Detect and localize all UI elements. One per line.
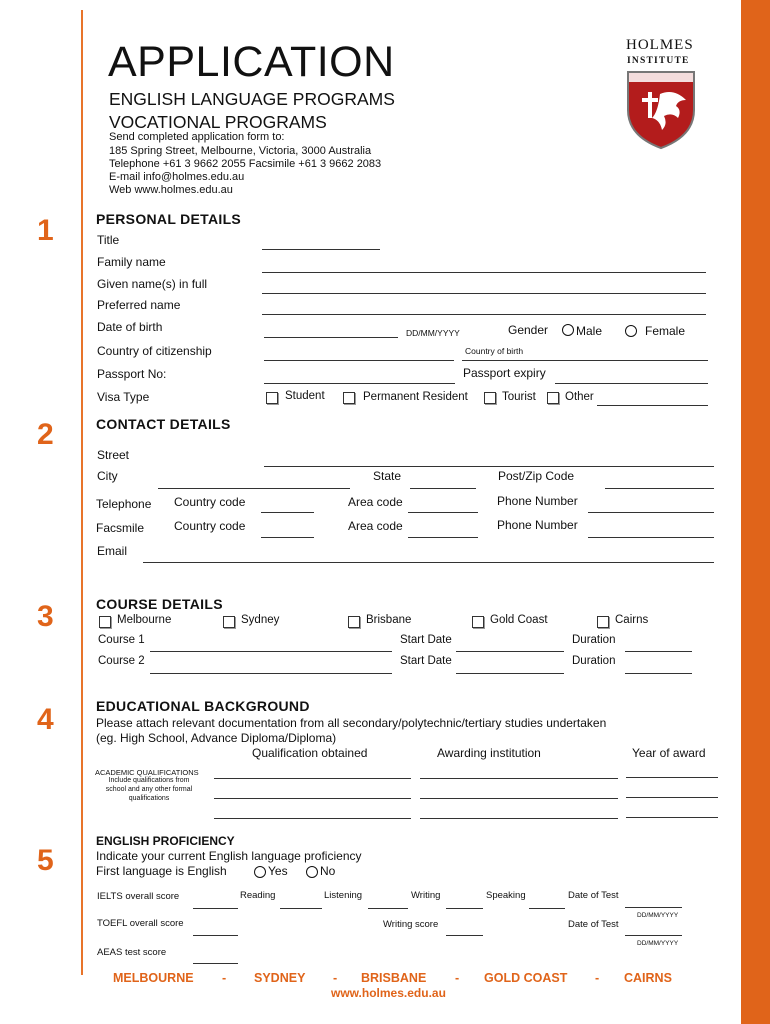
email-field[interactable] bbox=[143, 562, 714, 563]
year-row3[interactable] bbox=[626, 817, 718, 818]
academic-qualifications-title: ACADEMIC QUALIFICATIONS bbox=[95, 768, 199, 777]
writing-score-label: Writing score bbox=[383, 919, 439, 930]
other-field[interactable] bbox=[597, 405, 708, 406]
page-title: APPLICATION bbox=[108, 38, 395, 86]
institution-column-header: Awarding institution bbox=[437, 746, 541, 760]
email-label: Email bbox=[97, 544, 128, 558]
title-field[interactable] bbox=[262, 249, 380, 250]
footer-gold-coast: GOLD COAST bbox=[484, 971, 568, 985]
street-label: Street bbox=[97, 448, 130, 462]
section-number-2: 2 bbox=[37, 418, 54, 451]
right-accent-bar bbox=[741, 0, 770, 1024]
telephone-number-field[interactable] bbox=[588, 512, 714, 513]
speaking-field[interactable] bbox=[529, 908, 565, 909]
female-label: Female bbox=[645, 324, 686, 338]
postcode-field[interactable] bbox=[605, 488, 714, 489]
qualification-row1[interactable] bbox=[214, 778, 411, 779]
permanent-resident-checkbox[interactable] bbox=[343, 392, 355, 404]
passport-expiry-label: Passport expiry bbox=[463, 366, 546, 380]
telephone-area-code-field[interactable] bbox=[408, 512, 478, 513]
english-no-radio[interactable] bbox=[306, 866, 318, 878]
toefl-date-of-test-label: Date of Test bbox=[568, 919, 619, 930]
visa-type-label: Visa Type bbox=[97, 390, 150, 404]
year-column-header: Year of award bbox=[632, 746, 706, 760]
personal-heading: PERSONAL DETAILS bbox=[96, 211, 242, 227]
sydney-label: Sydney bbox=[241, 614, 280, 626]
permanent-resident-label: Permanent Resident bbox=[363, 391, 468, 403]
section-number-5: 5 bbox=[37, 844, 54, 877]
contact-heading: CONTACT DETAILS bbox=[96, 416, 231, 432]
toefl-field[interactable] bbox=[193, 935, 238, 936]
footer-sydney: SYDNEY bbox=[254, 971, 306, 985]
course2-start-date-label: Start Date bbox=[400, 655, 452, 667]
footer-sep-4: - bbox=[595, 971, 600, 985]
gold-coast-checkbox[interactable] bbox=[472, 616, 484, 628]
qualification-row3[interactable] bbox=[214, 818, 411, 819]
country-of-birth-field[interactable] bbox=[462, 360, 708, 361]
first-language-label: First language is English bbox=[96, 864, 227, 878]
send-to-text: Send completed application form to: bbox=[109, 131, 285, 143]
toefl-label: TOEFL overall score bbox=[97, 918, 184, 929]
footer-sep-2: - bbox=[333, 971, 338, 985]
brisbane-checkbox[interactable] bbox=[348, 616, 360, 628]
state-field[interactable] bbox=[410, 488, 476, 489]
footer-cairns: CAIRNS bbox=[624, 971, 672, 985]
ielts-field[interactable] bbox=[193, 908, 238, 909]
english-yes-label: Yes bbox=[268, 864, 288, 878]
logo-sub: INSTITUTE bbox=[627, 56, 690, 66]
preferred-name-field[interactable] bbox=[262, 314, 706, 315]
education-instruction-1: Please attach relevant documentation from all secondary/polytechnic/tertiary studies undertaken bbox=[96, 716, 607, 730]
reading-label: Reading bbox=[240, 890, 276, 901]
state-label: State bbox=[373, 469, 402, 483]
course2-duration-label: Duration bbox=[572, 655, 616, 667]
section-number-4: 4 bbox=[37, 703, 54, 736]
shield-logo-icon bbox=[626, 70, 696, 150]
institution-row3[interactable] bbox=[420, 818, 618, 819]
fax-area-code-label: Area code bbox=[348, 519, 403, 533]
cairns-label: Cairns bbox=[615, 614, 649, 626]
passport-no-field[interactable] bbox=[264, 383, 455, 384]
city-label: City bbox=[97, 469, 118, 483]
course2-label: Course 2 bbox=[98, 655, 145, 667]
footer-brisbane: BRISBANE bbox=[361, 971, 427, 985]
fax-number-label: Phone Number bbox=[497, 518, 578, 532]
academic-note: Include qualifications from school and any other formal qualifications bbox=[105, 777, 193, 802]
telephone-number-label: Phone Number bbox=[497, 494, 578, 508]
footer-melbourne: MELBOURNE bbox=[113, 971, 194, 985]
toefl-date-format: DD/MM/YYYY bbox=[637, 940, 679, 947]
melbourne-checkbox[interactable] bbox=[99, 616, 111, 628]
telephone-country-code-field[interactable] bbox=[261, 512, 314, 513]
address-text: 185 Spring Street, Melbourne, Victoria, 3000 Australia bbox=[109, 145, 372, 157]
writing-score-field[interactable] bbox=[446, 935, 483, 936]
ielts-label: IELTS overall score bbox=[97, 891, 180, 902]
city-field[interactable] bbox=[158, 488, 350, 489]
subtitle-english: ENGLISH LANGUAGE PROGRAMS bbox=[109, 89, 395, 109]
qualification-row2[interactable] bbox=[214, 798, 411, 799]
gold-coast-label: Gold Coast bbox=[490, 614, 548, 626]
subtitle-vocational: VOCATIONAL PROGRAMS bbox=[109, 112, 327, 132]
logo-name: HOLMES bbox=[626, 37, 694, 53]
brisbane-label: Brisbane bbox=[366, 614, 412, 626]
web-text: Web www.holmes.edu.au bbox=[109, 184, 233, 196]
preferred-name-label: Preferred name bbox=[97, 298, 181, 312]
institution-row1[interactable] bbox=[420, 778, 618, 779]
course1-start-date-field[interactable] bbox=[456, 651, 564, 652]
given-names-label: Given name(s) in full bbox=[97, 277, 208, 291]
ielts-date-format: DD/MM/YYYY bbox=[637, 912, 679, 919]
postcode-label: Post/Zip Code bbox=[498, 469, 575, 483]
country-of-birth-label: Country of birth bbox=[465, 346, 524, 356]
family-name-label: Family name bbox=[97, 255, 166, 269]
course1-duration-label: Duration bbox=[572, 634, 616, 646]
english-no-label: No bbox=[320, 864, 336, 878]
course2-start-date-field[interactable] bbox=[456, 673, 564, 674]
female-radio[interactable] bbox=[625, 325, 637, 337]
tourist-label: Tourist bbox=[502, 391, 536, 403]
sydney-checkbox[interactable] bbox=[223, 616, 235, 628]
telephone-text: Telephone +61 3 9662 2055 Facsimile +61 3 9662 2083 bbox=[109, 158, 382, 170]
street-field[interactable] bbox=[264, 466, 714, 467]
fax-country-code-field[interactable] bbox=[261, 537, 314, 538]
footer-sep-3: - bbox=[455, 971, 460, 985]
english-indicate-text: Indicate your current English language proficiency bbox=[96, 849, 362, 863]
footer-sep-1: - bbox=[222, 971, 227, 985]
course1-duration-field[interactable] bbox=[625, 651, 692, 652]
other-label: Other bbox=[565, 391, 594, 403]
course1-start-date-label: Start Date bbox=[400, 634, 452, 646]
education-heading: EDUCATIONAL BACKGROUND bbox=[96, 698, 310, 714]
citizenship-label: Country of citizenship bbox=[97, 344, 212, 358]
fax-number-field[interactable] bbox=[588, 537, 714, 538]
melbourne-label: Melbourne bbox=[117, 614, 172, 626]
listening-label: Listening bbox=[324, 890, 363, 901]
reading-field[interactable] bbox=[280, 908, 322, 909]
telephone-area-code-label: Area code bbox=[348, 495, 403, 509]
cairns-checkbox[interactable] bbox=[597, 616, 609, 628]
writing-field[interactable] bbox=[446, 908, 483, 909]
course1-label: Course 1 bbox=[98, 634, 145, 646]
family-name-field[interactable] bbox=[262, 272, 706, 273]
footer-url[interactable]: www.holmes.edu.au bbox=[331, 986, 446, 1000]
left-accent-line bbox=[81, 10, 83, 975]
student-checkbox[interactable] bbox=[266, 392, 278, 404]
telephone-country-code-label: Country code bbox=[174, 495, 246, 509]
student-label: Student bbox=[285, 390, 325, 402]
facsimile-label: Facsmile bbox=[96, 521, 145, 535]
other-checkbox[interactable] bbox=[547, 392, 559, 404]
section-number-3: 3 bbox=[37, 600, 54, 633]
year-row1[interactable] bbox=[626, 777, 718, 778]
section-number-1: 1 bbox=[37, 214, 54, 247]
telephone-label: Telephone bbox=[96, 497, 152, 511]
listening-field[interactable] bbox=[368, 908, 408, 909]
fax-country-code-label: Country code bbox=[174, 519, 246, 533]
dob-format: DD/MM/YYYY bbox=[406, 328, 460, 338]
course1-field[interactable] bbox=[150, 651, 392, 652]
dob-label: Date of birth bbox=[97, 320, 163, 334]
title-label: Title bbox=[97, 233, 120, 247]
passport-no-label: Passport No: bbox=[97, 367, 167, 381]
toefl-date-field[interactable] bbox=[625, 935, 682, 936]
dob-field[interactable] bbox=[264, 337, 398, 338]
passport-expiry-field[interactable] bbox=[555, 383, 708, 384]
qualification-column-header: Qualification obtained bbox=[252, 746, 368, 760]
ielts-date-field[interactable] bbox=[625, 907, 682, 908]
male-radio[interactable] bbox=[562, 324, 574, 336]
tourist-checkbox[interactable] bbox=[484, 392, 496, 404]
year-row2[interactable] bbox=[626, 797, 718, 798]
institution-row2[interactable] bbox=[420, 798, 618, 799]
citizenship-field[interactable] bbox=[264, 360, 454, 361]
fax-area-code-field[interactable] bbox=[408, 537, 478, 538]
male-label: Male bbox=[576, 324, 603, 338]
english-yes-radio[interactable] bbox=[254, 866, 266, 878]
course2-field[interactable] bbox=[150, 673, 392, 674]
aeas-label: AEAS test score bbox=[97, 947, 167, 958]
writing-label: Writing bbox=[411, 890, 441, 901]
education-instruction-2: (eg. High School, Advance Diploma/Diploma) bbox=[96, 731, 337, 745]
ielts-date-of-test-label: Date of Test bbox=[568, 890, 619, 901]
aeas-field[interactable] bbox=[193, 963, 238, 964]
speaking-label: Speaking bbox=[486, 890, 526, 901]
gender-label: Gender bbox=[508, 323, 549, 337]
email-text: E-mail info@holmes.edu.au bbox=[109, 171, 245, 183]
english-heading: ENGLISH PROFICIENCY bbox=[96, 834, 235, 848]
course-heading: COURSE DETAILS bbox=[96, 596, 223, 612]
course2-duration-field[interactable] bbox=[625, 673, 692, 674]
given-names-field[interactable] bbox=[262, 293, 706, 294]
